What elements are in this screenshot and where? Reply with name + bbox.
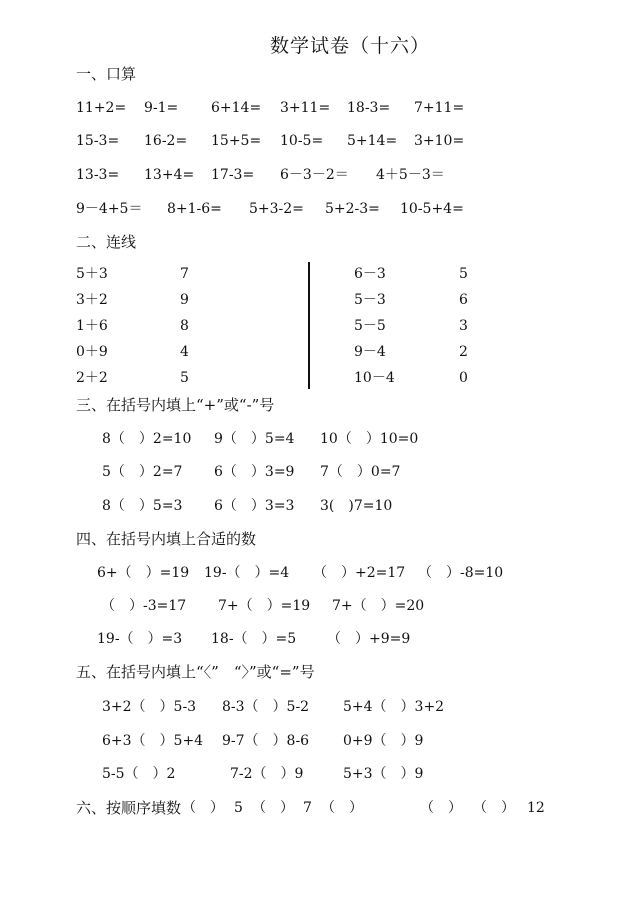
sequence-blank: （ ）	[252, 800, 294, 816]
match-left-expression: 3＋2	[76, 292, 108, 308]
problem: （ ）+2=17	[313, 565, 406, 581]
problem: 17-3=	[211, 167, 255, 183]
problem: 6+（ ）=19	[97, 565, 190, 581]
problem: 16-2=	[144, 133, 188, 149]
problem: 7+（ ）=19	[218, 598, 311, 614]
match-left-value: 4	[180, 344, 189, 360]
match-left-expression: 2＋2	[76, 370, 108, 386]
problem: 8-3（ ）5-2	[222, 699, 310, 715]
problem: 8+1-6=	[167, 201, 222, 217]
section-2-heading: 二、连线	[76, 233, 137, 251]
sequence-blank: （ ）	[420, 800, 462, 816]
problem: （ ）-8=10	[418, 565, 504, 581]
problem: 0+9（ ）9	[343, 733, 424, 749]
problem: 5-5（ ）2	[102, 766, 176, 782]
problem: 7+11=	[414, 100, 465, 116]
match-right-value: 6	[459, 292, 468, 308]
match-left-expression: 0＋9	[76, 344, 108, 360]
problem: 9-7（ ）8-6	[222, 733, 310, 749]
problem: 3+2（ ）5-3	[102, 699, 197, 715]
problem: 5+3（ ）9	[343, 766, 424, 782]
problem: 6（ ）3=3	[214, 498, 295, 514]
problem: 3+11=	[280, 100, 331, 116]
divider-line	[308, 262, 310, 389]
section-6-heading: 六、按顺序填数	[76, 799, 182, 817]
problem: 19-（ ）=3	[97, 631, 183, 647]
match-right-expression: 9－4	[354, 344, 386, 360]
sequence-blank: （ ）	[182, 800, 224, 816]
problem: 9（ ）5=4	[214, 431, 295, 447]
problem: 7（ ）0=7	[320, 464, 401, 480]
problem: 5（ ）2=7	[102, 464, 183, 480]
problem: 6（ ）3=9	[214, 464, 295, 480]
problem: （ ）+9=9	[327, 631, 411, 647]
problem: 9-1=	[144, 100, 179, 116]
match-left-value: 8	[180, 318, 189, 334]
problem: 11+2=	[76, 100, 127, 116]
match-left-value: 9	[180, 292, 189, 308]
problem: 8（ ）2=10	[102, 431, 192, 447]
match-right-value: 0	[459, 370, 468, 386]
match-right-value: 2	[459, 344, 468, 360]
section-1-heading: 一、口算	[76, 65, 137, 83]
problem: 10（ ）10=0	[320, 431, 419, 447]
problem: 3+10=	[414, 133, 465, 149]
match-right-expression: 6－3	[354, 266, 386, 282]
problem: 4＋5－3＝	[376, 167, 445, 183]
problem: 5+14=	[347, 133, 398, 149]
problem: 18-（ ）=5	[211, 631, 297, 647]
problem: 15+5=	[211, 133, 262, 149]
section-5-heading: 五、在括号内填上“〈” “〉”或“=”号	[76, 663, 315, 681]
problem: 6+14=	[211, 100, 262, 116]
match-right-value: 5	[459, 266, 468, 282]
match-left-expression: 5＋3	[76, 266, 108, 282]
problem: 5+4（ ）3+2	[343, 699, 445, 715]
match-left-expression: 1＋6	[76, 318, 108, 334]
problem: 15-3=	[76, 133, 120, 149]
match-left-value: 5	[180, 370, 189, 386]
section-4-heading: 四、在括号内填上合适的数	[76, 530, 257, 548]
problem: 19-（ ）=4	[204, 565, 290, 581]
match-right-expression: 10－4	[354, 370, 395, 386]
match-right-value: 3	[459, 318, 468, 334]
problem: 7+（ ）=20	[332, 598, 425, 614]
problem: 13+4=	[144, 167, 195, 183]
problem: 9－4+5＝	[76, 201, 143, 217]
problem: 7-2（ ）9	[230, 766, 304, 782]
problem: 6－3－2＝	[280, 167, 349, 183]
problem: 3( )7=10	[320, 498, 393, 514]
match-left-value: 7	[180, 266, 189, 282]
problem: 10-5+4=	[400, 201, 464, 217]
sequence-number: 7	[303, 800, 312, 816]
problem: 8（ ）5=3	[102, 498, 183, 514]
problem: 18-3=	[347, 100, 391, 116]
sequence-number: 12	[527, 800, 545, 816]
problem: 6+3（ ）5+4	[102, 733, 204, 749]
problem: 10-5=	[280, 133, 324, 149]
match-right-expression: 5－3	[354, 292, 386, 308]
match-right-expression: 5－5	[354, 318, 386, 334]
sequence-blank: （ ）	[321, 800, 363, 816]
problem: 13-3=	[76, 167, 120, 183]
problem: 5+2-3=	[325, 201, 380, 217]
problem: 5+3-2=	[249, 201, 304, 217]
sequence-number: 5	[234, 800, 243, 816]
section-3-heading: 三、在括号内填上“+”或“-”号	[76, 396, 275, 414]
problem: （ ）-3=17	[101, 598, 187, 614]
sequence-blank: （ ）	[473, 800, 515, 816]
page-title: 数学试卷（十六）	[270, 35, 431, 57]
